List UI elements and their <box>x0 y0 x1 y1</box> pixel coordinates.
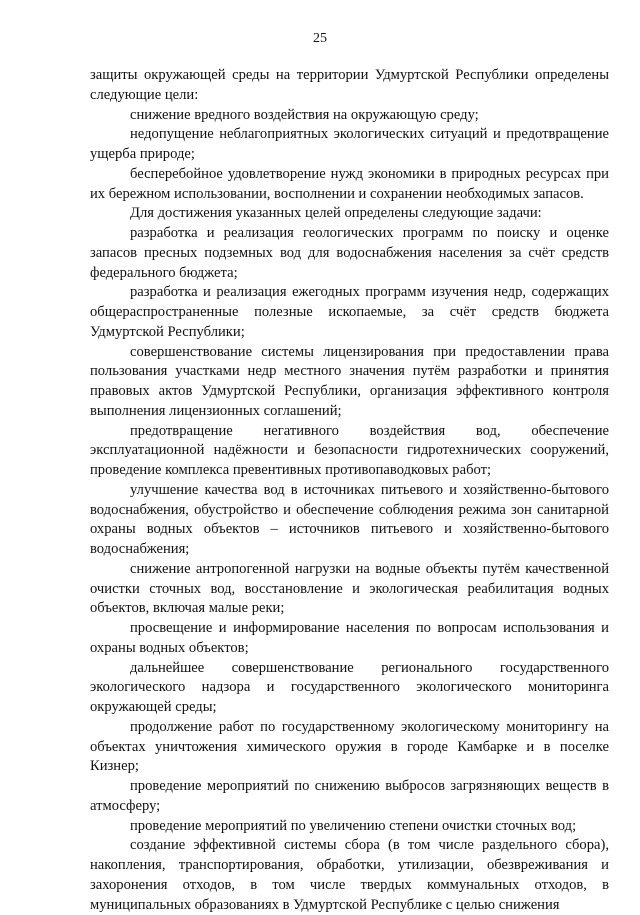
paragraph: защиты окружающей среды на территории Удмуртской Республики определены следующие цели: <box>90 67 609 103</box>
body-text <box>90 66 609 915</box>
paragraph: улучшение качества вод в источниках питьевого и хозяйственно-бытового водоснабжения, обустройство и обеспечение соблюдения режима зон санитарной охраны водных объектов – источников питьевого и хозяйственно-бытового водоснабжения; <box>90 481 609 557</box>
paragraph: совершенствование системы лицензирования при предоставлении права пользования участками недр местного значения путём разработки и принятия правовых актов Удмуртской Республики, организация эффективного контроля выполнения лицензионных соглашений; <box>90 343 609 419</box>
page-number: 25 <box>313 31 327 46</box>
paragraph: дальнейшее совершенствование регионального государственного экологического надзора и государственного экологического мониторинга окружающей среды; <box>90 659 609 715</box>
paragraph: проведение мероприятий по снижению выбросов загрязняющих веществ в атмосферу; <box>90 778 609 814</box>
paragraph: бесперебойное удовлетворение нужд экономики в природных ресурсах при их бережном использовании, восполнении и сохранении необходимых запасов. <box>90 165 609 202</box>
paragraph: снижение вредного воздействия на окружающую среду; <box>130 106 479 123</box>
paragraph: проведение мероприятий по увеличению степени очистки сточных вод; <box>130 817 577 834</box>
paragraph: создание эффективной системы сбора (в том числе раздельного сбора), накопления, транспортирования, обработки, утилизации, обезвреживания и захоронения отходов, в том числе твердых коммунальных отходов, в муниципальных образованиях в Удмуртской Республике с целью снижения <box>90 837 609 913</box>
paragraph: Для достижения указанных целей определены следующие задачи: <box>130 205 542 222</box>
paragraph: разработка и реализация ежегодных программ изучения недр, содержащих общераспространенные полезные ископаемые, за счёт средств бюджета Удмуртской Республики; <box>90 284 609 340</box>
paragraph: продолжение работ по государственному экологическому мониторингу на объектах уничтожения химического оружия в городе Камбарке и в поселке Кизнер; <box>90 718 609 775</box>
paragraph: разработка и реализация геологических программ по поиску и оценке запасов пресных подземных вод для водоснабжения населения за счёт средств федерального бюджета; <box>90 225 609 281</box>
paragraph: предотвращение негативного воздействия вод, обеспечение эксплуатационной надёжности и безопасности гидротехнических сооружений, проведение комплекса превентивных противопаводковых работ; <box>90 422 609 478</box>
paragraph: просвещение и информирование населения по вопросам использования и охраны водных объектов; <box>90 620 609 656</box>
paragraph: снижение антропогенной нагрузки на водные объекты путём качественной очистки сточных вод, восстановление и экологическая реабилитация водных объектов, включая малые реки; <box>90 560 609 617</box>
paragraph: недопущение неблагоприятных экологических ситуаций и предотвращение ущерба природе; <box>90 126 609 162</box>
